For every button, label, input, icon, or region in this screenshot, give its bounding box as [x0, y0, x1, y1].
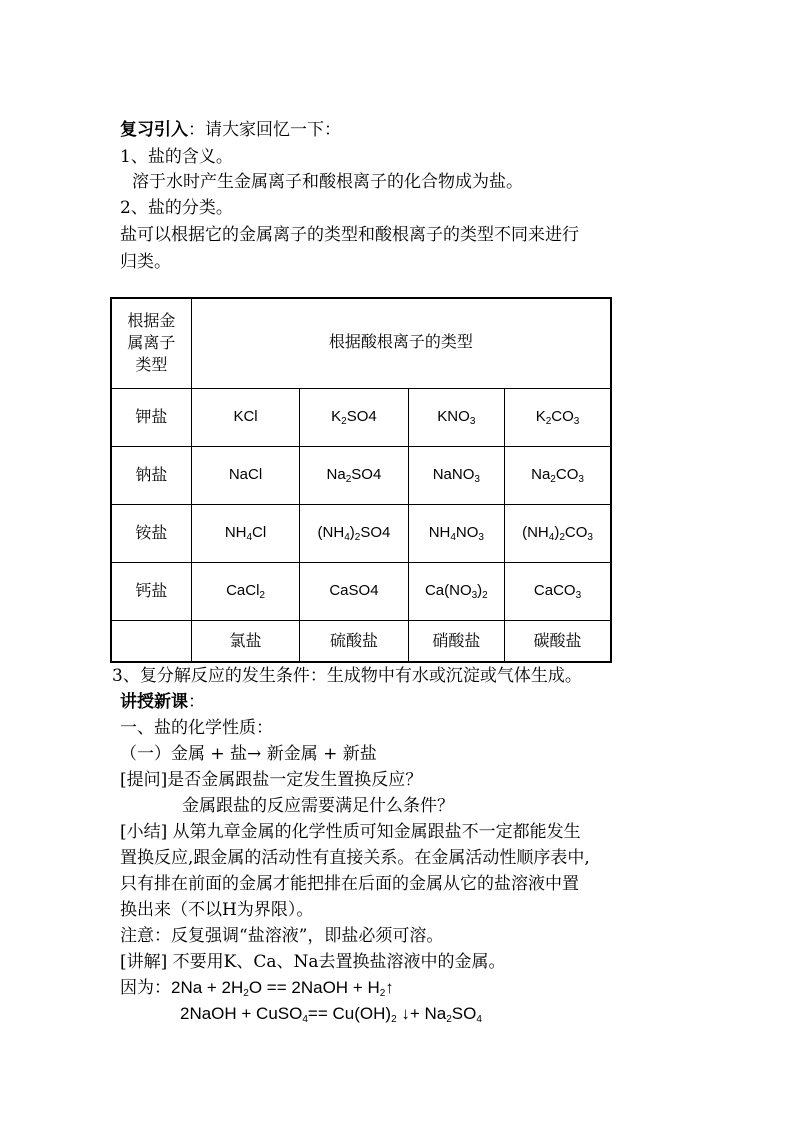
explain-line: [讲解] 不要用K、Ca、Na去置换盐溶液中的金属。: [120, 952, 506, 972]
formula-part: 3: [474, 474, 480, 485]
equation-1: [171, 978, 394, 997]
formula-part: 4: [450, 532, 456, 543]
intro-title: 复习引入: [120, 120, 188, 140]
intro-item2: 2、盐的分类。: [120, 198, 233, 218]
table-row: [111, 504, 611, 562]
equation-part: 2: [379, 988, 386, 999]
equation-part: SO: [451, 1004, 477, 1023]
formula-cell: [408, 504, 504, 562]
formula-part: K: [331, 408, 342, 425]
corner-line: 类型: [135, 355, 168, 375]
section1-title: 一、盐的化学性质：: [120, 718, 273, 738]
formula-part: NO: [455, 524, 479, 541]
corner-line: 属离子: [127, 333, 176, 353]
formula-part: NH: [428, 524, 451, 541]
formula-cell: [300, 504, 408, 562]
formula-part: 4: [548, 532, 555, 543]
formula-part: CaCO: [533, 582, 576, 599]
formula-part: Cl: [252, 524, 267, 541]
formula-cell: [300, 562, 408, 620]
summary-line3: 只有排在前面的金属才能把排在后面的金属从它的盐溶液中置: [120, 874, 579, 894]
salt-classification-table: [110, 297, 612, 663]
intro-item1: 1、盐的含义。: [120, 147, 233, 167]
footer-empty-cell: [111, 620, 191, 662]
formula-part: 2: [259, 590, 265, 601]
formula-cell: [191, 504, 299, 562]
question-line1: [提问]是否金属跟盐一定发生置换反应？: [120, 770, 423, 790]
formula-part: 4: [368, 408, 377, 425]
footer-cell: 硝酸盐: [408, 620, 504, 662]
formula-cell: [408, 446, 504, 504]
formula-part: 3: [573, 416, 580, 427]
formula-part: (NH: [522, 524, 549, 541]
formula-part: 3: [469, 416, 476, 427]
formula-part: 2: [341, 416, 347, 427]
formula-part: ): [477, 582, 483, 599]
table-footer-row: [111, 620, 611, 662]
intro-item1-body: 溶于水时产生金属离子和酸根离子的化合物成为盐。: [132, 172, 523, 192]
formula-part: NaNO: [432, 466, 475, 483]
formula-cell: [408, 562, 504, 620]
equation-part: 2Na + 2H: [171, 978, 244, 997]
equation-part: ↑: [385, 978, 394, 997]
footer-cell: 碳酸盐: [505, 620, 611, 662]
table-row: [111, 388, 611, 446]
formula-part: 3: [578, 474, 584, 485]
formula-part: 4: [382, 524, 391, 541]
formula-part: ): [554, 524, 560, 541]
formula-part: 4: [246, 532, 253, 543]
equation-part: 2NaOH + CuSO: [180, 1004, 303, 1023]
formula-part: NH: [224, 524, 247, 541]
formula-part: 3: [478, 532, 484, 543]
formula-part: 4: [372, 466, 382, 483]
formula-part: 3: [587, 532, 593, 543]
formula-part: NaCl: [228, 466, 263, 483]
footer-cell: 硫酸盐: [300, 620, 408, 662]
formula-part: Na: [531, 466, 551, 483]
formula-part: CO: [564, 524, 588, 541]
formula-part: KCl: [233, 408, 258, 425]
formula-part: 2: [482, 590, 488, 601]
table-row: [111, 446, 611, 504]
formula-cell: [191, 446, 299, 504]
item3-condition: 3、复分解反应的发生条件：生成物中有水或沉淀或气体生成。: [112, 666, 582, 686]
formula-part: Na: [326, 466, 346, 483]
formula-cell: [300, 388, 408, 446]
row-label-cell: 钠盐: [111, 446, 191, 504]
row-label-cell: 铵盐: [111, 504, 191, 562]
new-lesson-title: 讲授新课: [120, 692, 188, 712]
formula-part: 2: [550, 474, 556, 485]
intro-title-rest: ：请大家回忆一下：: [188, 120, 341, 140]
formula-part: ): [349, 524, 355, 541]
equation-part: 4: [476, 1014, 482, 1025]
formula-part: (NH: [317, 524, 345, 541]
intro-item2-body-line1: 盐可以根据它的金属离子的类型和酸根离子的类型不同来进行: [120, 225, 579, 245]
formula-cell: [191, 388, 299, 446]
intro-heading: [120, 118, 341, 142]
because-label: 因为：: [120, 978, 171, 998]
formula-part: Ca(NO: [424, 582, 472, 599]
formula-part: CO: [551, 408, 574, 425]
summary-line2: 置换反应,跟金属的活动性有直接关系。在金属活动性顺序表中,: [120, 848, 590, 868]
formula-cell: [408, 388, 504, 446]
equation-part: 2: [243, 988, 249, 999]
formula-part: K: [535, 408, 546, 425]
table-header-cell: 根据酸根离子的类型: [191, 298, 611, 388]
formula-part: 2: [545, 416, 552, 427]
formula-part: 3: [471, 590, 478, 601]
formula-part: SO: [346, 408, 369, 425]
equation-part: 2: [391, 1014, 397, 1025]
new-lesson-heading: [120, 690, 205, 714]
formula-part: 3: [575, 590, 582, 601]
equation-part: 4: [302, 1014, 308, 1025]
formula-part: 2: [559, 532, 565, 543]
row-label-cell: 钾盐: [111, 388, 191, 446]
note-line: 注意：反复强调“盐溶液”，即盐必须可溶。: [120, 926, 444, 946]
equation-2: [180, 1002, 482, 1026]
summary-line1: [小结] 从第九章金属的化学性质可知金属跟盐不一定都能发生: [120, 822, 581, 842]
row-label-cell: 钙盐: [111, 562, 191, 620]
formula-cell: [300, 446, 408, 504]
table-corner-cell: [111, 298, 191, 388]
formula-part: KNO: [437, 408, 470, 425]
corner-line: 根据金: [127, 311, 176, 331]
formula-part: CO: [555, 466, 579, 483]
equation-part: == Cu(OH): [307, 1004, 392, 1023]
formula-cell: [191, 562, 299, 620]
formula-part: 4: [344, 532, 350, 543]
formula-part: SO: [360, 524, 383, 541]
formula-cell: [505, 562, 611, 620]
sub1-reaction: （一）金属 + 盐→ 新金属 + 新盐: [120, 744, 377, 764]
formula-part: 2: [354, 532, 361, 543]
table-row: [111, 562, 611, 620]
intro-item2-body-line2: 归类。: [120, 252, 171, 272]
equation-part: 2: [446, 1014, 452, 1025]
equation-line1: [120, 976, 394, 1000]
formula-part: CaCl: [226, 582, 260, 599]
formula-part: CaSO: [329, 582, 371, 599]
equation-part: ↓+ Na: [396, 1004, 447, 1023]
question-line2: 金属跟盐的反应需要满足什么条件？: [182, 796, 454, 816]
formula-part: 4: [370, 582, 379, 599]
formula-cell: [505, 388, 611, 446]
table-header-row: [111, 298, 611, 388]
formula-cell: [505, 504, 611, 562]
summary-line4: 换出来（不以H为界限）。: [120, 900, 314, 920]
formula-cell: [505, 446, 611, 504]
equation-part: O == 2NaOH + H: [248, 978, 380, 997]
footer-cell: 氯盐: [191, 620, 299, 662]
formula-part: 2: [345, 474, 352, 485]
formula-part: SO: [351, 466, 373, 483]
new-lesson-rest: ：: [188, 692, 205, 712]
